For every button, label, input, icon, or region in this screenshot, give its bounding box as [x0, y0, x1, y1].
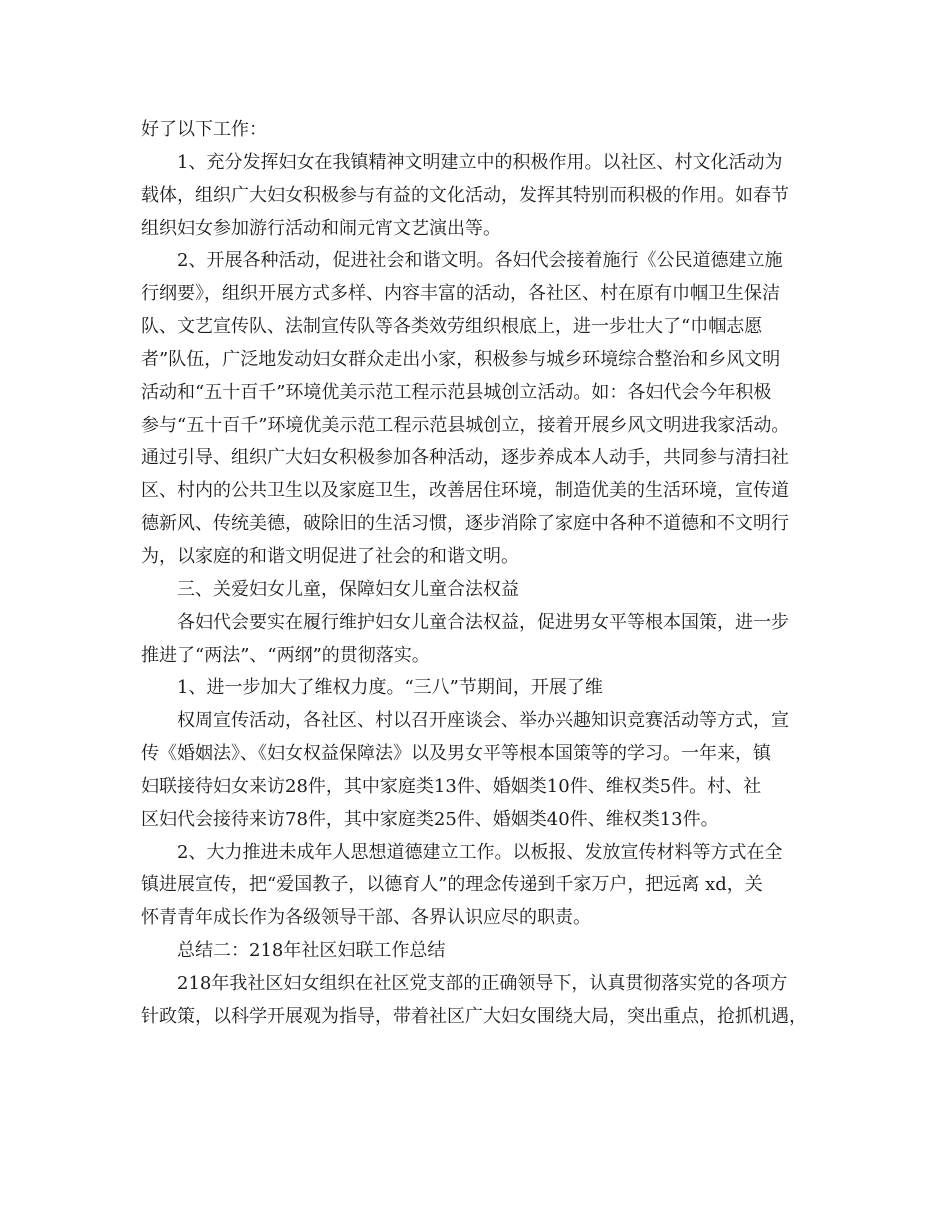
text-line: 怀青青年成长作为各级领导干部、各界认识应尽的职责。	[141, 907, 591, 929]
text-line: 218年我社区妇女组织在社区党支部的正确领导下，认真贯彻落实党的各项方	[177, 972, 788, 994]
text-line: 妇联接待妇女来访28件，其中家庭类13件、婚姻类10件、维权类5件。村、社	[141, 775, 762, 797]
text-line: 好了以下工作：	[141, 119, 267, 140]
text-line: 推进了“两法”、“两纲”的贯彻落实。	[141, 644, 430, 666]
text-line: 传《婚姻法》、《妇女权益保障法》以及男女平等根本国策等的学习。一年来，镇	[141, 743, 771, 765]
text-line: 区妇代会接待来访78件，其中家庭类25件、婚姻类40件、维权类13件。	[141, 808, 719, 830]
text-line: 镇进展宣传，把“爱国教子，以德育人”的理念传递到千家万户，把远离 xd，关	[141, 874, 763, 896]
text-line: 载体，组织广大妇女积极参与有益的文化活动，发挥其特别而积极的作用。如春节	[141, 184, 789, 206]
text-line: 队、文艺宣传队、法制宣传队等各类效劳组织根底上，进一步壮大了“巾帼志愿	[141, 316, 763, 338]
text-line: 参与“五十百千”环境优美示范工程示范县城创立，接着开展乡风文明进我家活动。	[141, 414, 790, 436]
text-line: 1、充分发挥妇女在我镇精神文明建立中的积极作用。以社区、村文化活动为	[177, 151, 783, 173]
text-line: 总结二：218年社区妇联工作总结	[177, 940, 446, 962]
text-line: 德新风、传统美德，破除旧的生活习惯，逐步消除了家庭中各种不道德和不文明行	[141, 513, 789, 535]
text-line: 区、村内的公共卫生以及家庭卫生，改善居住环境，制造优美的生活环境，宣传道	[141, 480, 789, 502]
text-line: 通过引导、组织广大妇女积极参加各种活动，逐步养成本人动手，共同参与清扫社	[141, 447, 789, 469]
text-line: 权周宣传活动，各社区、村以召开座谈会、举办兴趣知识竞赛活动等方式，宣	[177, 710, 789, 732]
text-line: 行纲要》，组织开展方式多样、内容丰富的活动，各社区、村在原有巾帼卫生保洁	[141, 283, 780, 305]
text-line: 活动和“五十百千”环境优美示范工程示范县城创立活动。如：各妇代会今年积极	[141, 381, 772, 403]
text-line: 为，以家庭的和谐文明促进了社会的和谐文明。	[141, 545, 519, 567]
text-line: 三、关爱妇女儿童，保障妇女儿童合法权益	[177, 578, 519, 600]
text-line: 各妇代会要实在履行维护妇女儿童合法权益，促进男女平等根本国策，进一步	[177, 611, 789, 633]
text-line: 2、开展各种活动，促进社会和谐文明。各妇代会接着施行《公民道德建立施	[177, 250, 783, 272]
text-line: 针政策，以科学开展观为指导，带着社区广大妇女围绕大局，突出重点，抢抓机遇，	[141, 1005, 807, 1027]
text-line: 1、进一步加大了维权力度。“三八”节期间，开展了维	[177, 677, 603, 699]
text-line: 2、大力推进未成年人思想道德建立工作。以板报、发放宣传材料等方式在全	[177, 841, 783, 863]
text-line: 者”队伍，广泛地发动妇女群众走出小家，积极参与城乡环境综合整治和乡风文明	[141, 348, 781, 370]
text-line: 组织妇女参加游行活动和闹元宵文艺演出等。	[141, 217, 501, 239]
document-body	[141, 114, 821, 1034]
